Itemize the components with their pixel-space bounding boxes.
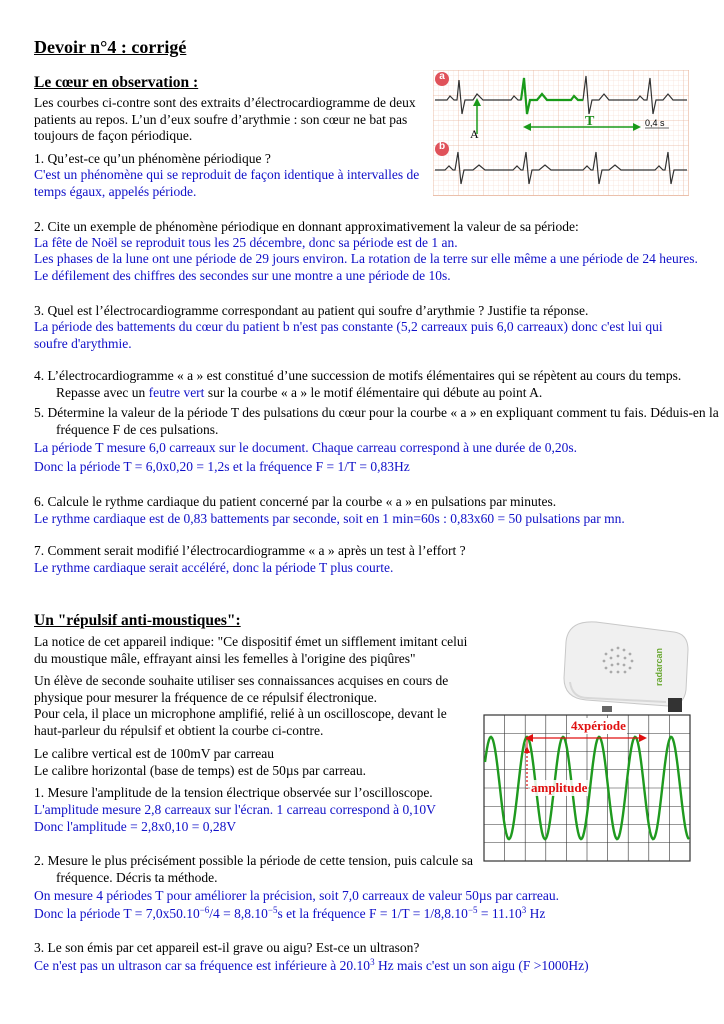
question-3: 3. Quel est l’électrocardiogramme correspondant au patient qui soufre d’arythmie ? Justifie ta réponse. — [34, 303, 589, 318]
answer-1: C'est un phénomène qui se reproduit de façon identique à intervalles de temps égaux, appelés période. — [34, 167, 420, 199]
setup-paragraph: Pour cela, il place un microphone amplifié, relié à un oscilloscope, devant le haut-parleur du répulsif et obtient la courbe ci-contre. — [34, 706, 447, 738]
answer-s2-2b-exp3: −5 — [467, 905, 478, 915]
answer-s2-2a: On mesure 4 périodes T pour améliorer la précision, soit 7,0 carreaux de valeur 50µs par carreau. — [34, 888, 559, 903]
answer-s2-2b-part2: /4 = 8,8.10 — [209, 906, 268, 921]
intro-paragraph: Les courbes ci-contre sont des extraits d’électrocardiogramme de deux patients au repos. L’un d’eux soufre d’arythmie : son cœur ne bat pas toujours de façon périodique. — [34, 95, 416, 143]
answer-s2-3-part1: Ce n'est pas un ultrason car sa fréquence est inférieure à 20.10 — [34, 958, 371, 973]
answer-s2-2b-exp2: −5 — [267, 905, 278, 915]
period-annotation: 4xpériode — [571, 718, 626, 733]
answer-s2-3 — [34, 958, 704, 975]
amplitude-annotation: amplitude — [531, 780, 588, 795]
question-s2-3: 3. Le son émis par cet appareil est-il grave ou aigu? Est-ce un ultrason? — [34, 940, 420, 955]
question-2: 2. Cite un exemple de phénomène périodique en donnant approximativement la valeur de sa période: — [34, 219, 579, 234]
page-title: Devoir n°4 : corrigé — [34, 37, 187, 57]
answer-s2-2b-part1: Donc la période T = 7,0x50.10 — [34, 906, 200, 921]
question-4 — [34, 368, 724, 401]
section-heading-repellent: Un "répulsif anti-moustiques": — [34, 612, 241, 629]
ecg-period-label: T — [585, 114, 595, 129]
section-heading-heart: Le cœur en observation : — [34, 74, 199, 91]
answer-s2-2b-exp1: −6 — [199, 905, 210, 915]
question-5: 5. Détermine la valeur de la période T des pulsations du cœur pour la courbe « a » en expliquant comment tu fais. Déduis-en la fréquence F de ces pulsations. — [34, 405, 719, 437]
question-4-green-pen: feutre vert — [148, 384, 205, 400]
answer-s2-3-part2: Hz mais c'est un son aigu (F >1000Hz) — [374, 958, 589, 973]
answer-s2-2b-part4: = 11.10 — [477, 906, 522, 921]
answer-6: Le rythme cardiaque est de 0,83 battements par seconde, soit en 1 min=60s : 0,83x60 = 50 pulsations par mn. — [34, 511, 625, 526]
answer-3: La période des battements du cœur du patient b n'est pas constante (5,2 carreaux puis 6,0 carreaux) donc c'est lui qui soufre d'arythmie. — [34, 319, 663, 351]
question-6: 6. Calcule le rythme cardiaque du patient concerné par la courbe « a » en pulsations par minutes. — [34, 494, 557, 509]
answer-s2-2b-part5: Hz — [526, 906, 546, 921]
answer-5a: La période T mesure 6,0 carreaux sur le document. Chaque carreau correspond à une durée de 0,20s. — [34, 440, 578, 455]
ecg-point-a: A — [470, 127, 479, 141]
answer-s2-1a: L'amplitude mesure 2,8 carreaux sur l'écran. 1 carreau correspond à 0,10V — [34, 802, 436, 817]
question-4-post: sur la courbe « a » le motif élémentaire qui débute au point A. — [204, 384, 543, 400]
question-s2-2: 2. Mesure le plus précisément possible la période de cette tension, puis calcule sa fréquence. Décris ta méthode. — [34, 853, 473, 885]
horizontal-calibre: Le calibre horizontal (base de temps) est de 50µs par carreau. — [34, 763, 367, 778]
question-1: 1. Qu’est-ce qu’un phénomène périodique ? — [34, 151, 271, 166]
answer-s2-3-exp: 3 — [370, 957, 375, 967]
answer-s2-2b-part3: s et la fréquence F = 1/T = 1/8,8.10 — [277, 906, 468, 921]
answer-s2-1b: Donc l'amplitude = 2,8x0,10 = 0,28V — [34, 819, 237, 834]
answer-2a: La fête de Noël se reproduit tous les 25 décembre, donc sa période est de 1 an. — [34, 235, 458, 250]
answer-7: Le rythme cardiaque serait accéléré, donc la période T plus courte. — [34, 560, 394, 575]
repellent-device-image — [556, 612, 692, 716]
answer-5b: Donc la période T = 6,0x0,20 = 1,2s et la fréquence F = 1/T = 0,83Hz — [34, 459, 410, 474]
ecg-scale-label: 0,4 s — [645, 118, 665, 128]
question-s2-1: 1. Mesure l'amplitude de la tension électrique observée sur l’oscilloscope. — [34, 785, 433, 800]
question-7: 7. Comment serait modifié l’électrocardiogramme « a » après un test à l’effort ? — [34, 543, 466, 558]
device-brand: radarcan — [654, 647, 664, 686]
vertical-calibre: Le calibre vertical est de 100mV par carreau — [34, 746, 275, 761]
question-4-pre: 4. L’électrocardiogramme « a » est constitué d’une succession de motifs élémentaires qui se répètent au cours du temps. Repasse avec un — [34, 368, 682, 400]
ecg-label-a: a — [439, 71, 445, 82]
answer-s2-2b — [34, 906, 704, 923]
ecg-label-b: b — [438, 141, 446, 152]
answer-2b: Les phases de la lune ont une période de 29 jours environ. La rotation de la terre sur elle même a une période de 24 heures. Le défilement des chiffres des secondes sur une montre a une période de 10s. — [34, 251, 698, 283]
student-paragraph: Un élève de seconde souhaite utiliser ses connaissances acquises en cours de physique pour mesurer la fréquence de ce répulsif électronique. — [34, 673, 449, 705]
answer-s2-2b-exp4: 3 — [521, 905, 527, 915]
notice-paragraph: La notice de cet appareil indique: "Ce dispositif émet un sifflement imitant celui du moustique mâle, effrayant ainsi les femelles à l'origine des piqûres" — [34, 634, 468, 666]
